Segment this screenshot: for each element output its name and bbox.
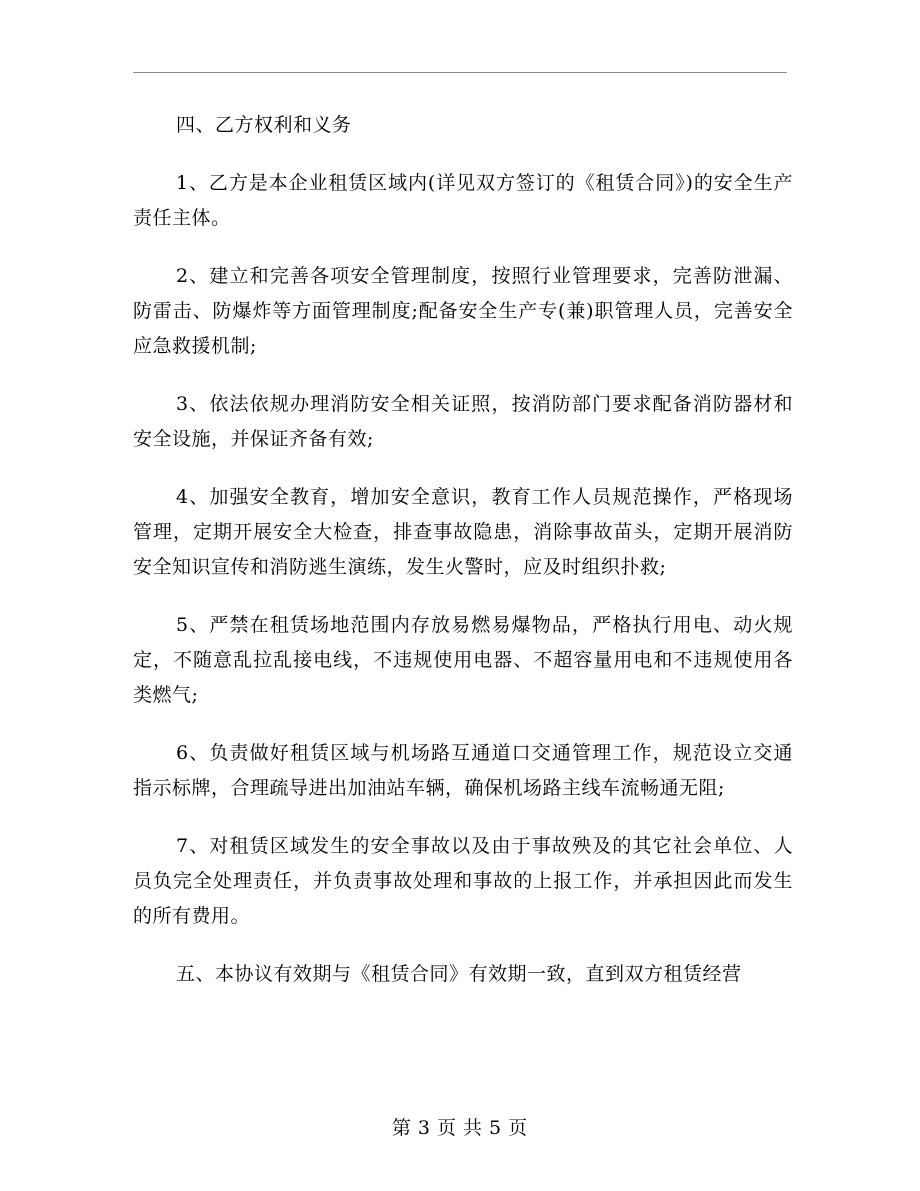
clause-3: 3、依法依规办理消防安全相关证照，按消防部门要求配备消防器材和安全设施，并保证齐备有效; (133, 393, 793, 450)
clause-7: 7、对租赁区域发生的安全事故以及由于事故殃及的其它社会单位、人员负完全处理责任，并负责事故处理和事故的上报工作，并承担因此而发生的所有费用。 (133, 835, 793, 927)
header-rule (133, 72, 787, 73)
footer-page-word: 页 (436, 1117, 457, 1139)
clause-6: 6、负责做好租赁区域与机场路互通道口交通管理工作，规范设立交通指示标牌，合理疏导进出加油站车辆，确保机场路主线车流畅通无阻; (133, 742, 793, 799)
page-footer (0, 1113, 920, 1140)
clause-1: 1、乙方是本企业租赁区域内(详见双方签订的《租赁合同》)的安全生产责任主体。 (133, 172, 793, 229)
footer-total-word: 共 (463, 1117, 484, 1139)
footer-page-word-2: 页 (508, 1117, 529, 1139)
section-heading-5: 五、本协议有效期与《租赁合同》有效期一致，直到双方租赁经营 (176, 963, 742, 985)
footer-prefix: 第 (391, 1117, 412, 1139)
footer-total-pages: 5 (489, 1117, 503, 1139)
clause-5: 5、严禁在租赁场地范围内存放易燃易爆物品，严格执行用电、动火规定，不随意乱拉乱接电线，不违规使用电器、不超容量用电和不违规使用各类燃气; (133, 614, 793, 706)
document-body (133, 108, 793, 1015)
section-heading-4: 四、乙方权利和义务 (176, 114, 352, 136)
clause-2: 2、建立和完善各项安全管理制度，按照行业管理要求，完善防泄漏、防雷击、防爆炸等方面管理制度;配备安全生产专(兼)职管理人员，完善安全应急救援机制; (133, 265, 793, 357)
footer-current-page: 3 (417, 1117, 431, 1139)
clause-4: 4、加强安全教育，增加安全意识，教育工作人员规范操作，严格现场管理，定期开展安全大检查，排查事故隐患，消除事故苗头，定期开展消防安全知识宣传和消防逃生演练，发生火警时，应及时组织扑救; (133, 486, 793, 578)
